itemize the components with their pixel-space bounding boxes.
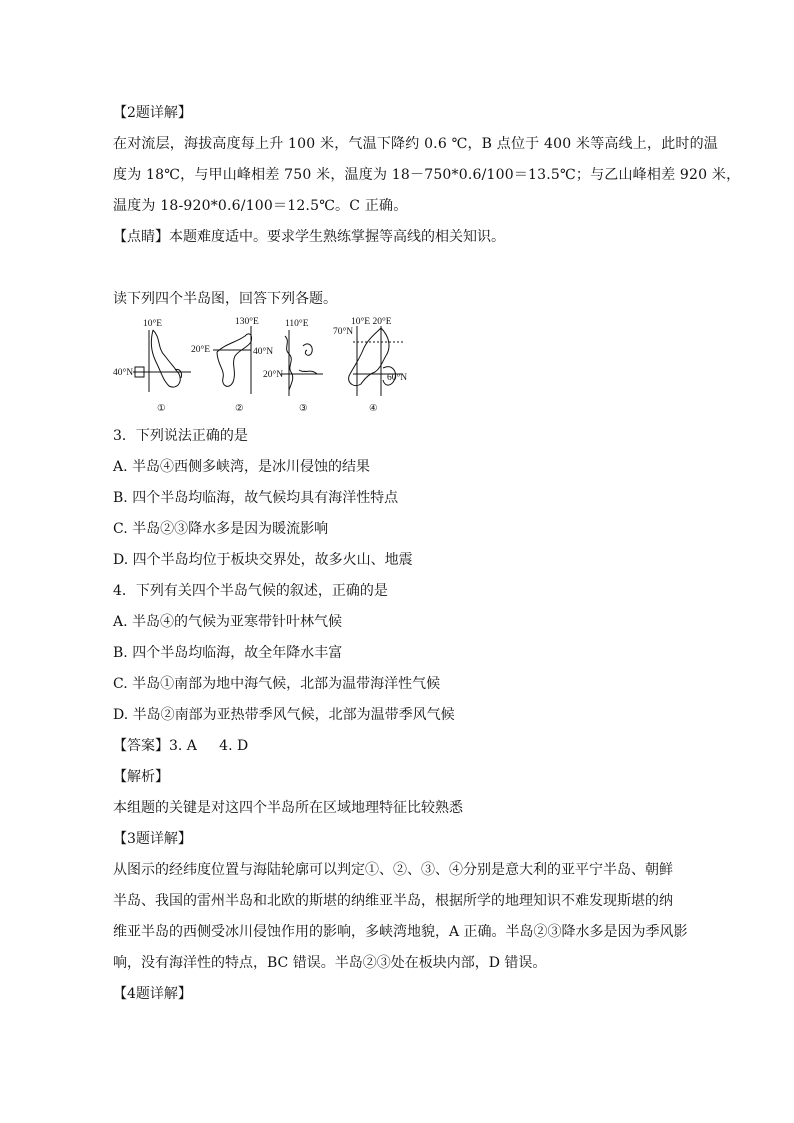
analysis-heading: 【解析】 xyxy=(113,769,169,785)
tip-line: 【点睛】本题难度适中。要求学生熟练掌握等高线的相关知识。 xyxy=(113,229,505,245)
map1-longitude-label: 10°E xyxy=(143,319,163,329)
paragraph-line: 半岛、我国的雷州半岛和北欧的斯堪的纳维亚半岛，根据所学的地理知识不难发现斯堪的纳 xyxy=(113,893,673,909)
question-3-option-b: B. 四个半岛均临海，故气候均具有海洋性特点 xyxy=(113,490,399,506)
section-heading-q4: 【4题详解】 xyxy=(113,986,192,1002)
question-4-option-a: A. 半岛④的气候为亚寒带针叶林气候 xyxy=(113,614,343,630)
question-4-option-d: D. 半岛②南部为亚热带季风气候，北部为温带季风气候 xyxy=(113,707,455,723)
map2-coastline xyxy=(217,334,252,386)
answer-line: 【答案】3. A 4. D xyxy=(113,738,249,754)
paragraph-line: 响，没有海洋性的特点，BC 错误。半岛②③处在板块内部，D 错误。 xyxy=(113,955,547,971)
map3-latitude-label: 20°N xyxy=(263,370,284,380)
map2-latitude-label: 40°N xyxy=(253,347,274,357)
paragraph-line: 度为 18℃，与甲山峰相差 750 米，温度为 18－750*0.6/100＝13.5℃；与乙山峰相差 920 米， xyxy=(113,167,741,183)
section-heading-q3: 【3题详解】 xyxy=(113,831,192,847)
map2-longitude-label-a: 130°E xyxy=(235,317,259,327)
peninsula-maps-figure xyxy=(113,312,425,416)
question-intro: 读下列四个半岛图，回答下列各题。 xyxy=(113,291,337,307)
map3-island xyxy=(303,344,312,355)
section-heading-q2: 【2题详解】 xyxy=(113,105,192,121)
map3-number: ③ xyxy=(299,404,308,414)
paragraph-line: 维亚半岛的西侧受冰川侵蚀作用的影响，多峡湾地貌，A 正确。半岛②③降水多是因为季风影 xyxy=(113,924,688,940)
map4-coastline xyxy=(349,328,389,386)
question-3-option-c: C. 半岛②③降水多是因为暖流影响 xyxy=(113,521,329,537)
map2-longitude-label-b: 20°E xyxy=(191,345,211,355)
question-4-option-c: C. 半岛①南部为地中海气候，北部为温带海洋性气候 xyxy=(113,676,441,692)
map1-number: ① xyxy=(157,404,166,414)
question-4: 4．下列有关四个半岛气候的叙述，正确的是 xyxy=(113,583,388,599)
question-4-option-b: B. 四个半岛均临海，故全年降水丰富 xyxy=(113,645,343,661)
map4-latitude-label-b: 60°N xyxy=(387,373,408,383)
paragraph-line: 从图示的经纬度位置与海陆轮廓可以判定①、②、③、④分别是意大利的亚平宁半岛、朝鲜 xyxy=(113,862,673,878)
map4-latitude-label-a: 70°N xyxy=(333,327,354,337)
map3-longitude-label: 110°E xyxy=(285,319,309,329)
question-3-option-d: D. 四个半岛均位于板块交界处，故多火山、地震 xyxy=(113,552,413,568)
peninsula-maps-svg xyxy=(113,312,425,416)
map1-latitude-label: 40°N xyxy=(113,368,134,378)
question-3-option-a: A. 半岛④西侧多峡湾，是冰川侵蚀的结果 xyxy=(113,459,371,475)
analysis-text: 本组题的关键是对这四个半岛所在区域地理特征比较熟悉 xyxy=(113,800,463,816)
question-3: 3．下列说法正确的是 xyxy=(113,428,248,444)
map2-number: ② xyxy=(235,404,244,414)
map3-strait xyxy=(299,370,317,374)
map4-longitude-labels: 10°E 20°E xyxy=(351,317,392,327)
paragraph-line: 温度为 18-920*0.6/100＝12.5℃。C 正确。 xyxy=(113,198,408,214)
map4-number: ④ xyxy=(369,404,378,414)
paragraph-line: 在对流层，海拔高度每上升 100 米，气温下降约 0.6 ℃，B 点位于 400 米等高线上，此时的温 xyxy=(113,136,719,152)
map1-coastline xyxy=(151,330,180,387)
